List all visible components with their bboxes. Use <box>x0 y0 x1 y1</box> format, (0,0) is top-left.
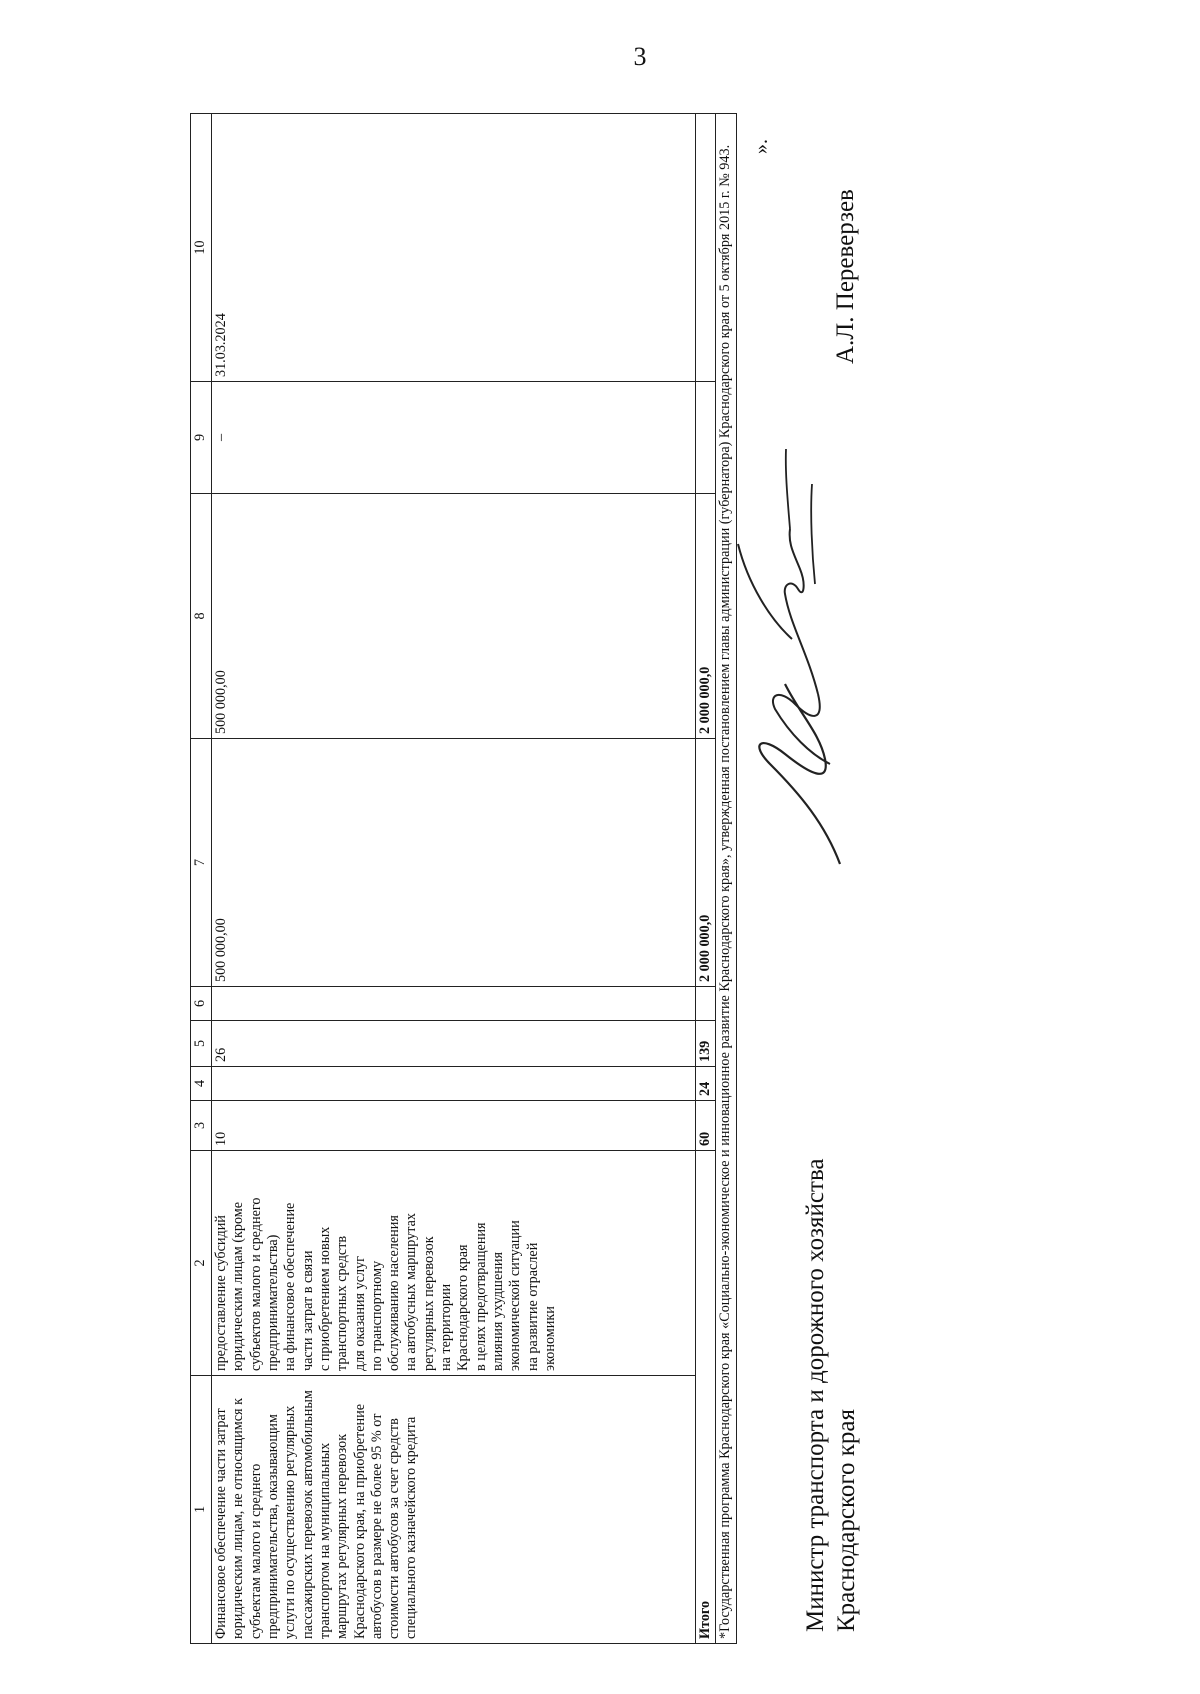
measure-name-cell: Финансовое обеспечение части затрат юридическим лицам, не относящимся к субъектам малого и среднего предпринимательства, оказывающим услуги по осуществлению регулярных пассажирских перевозок автомобильным транспортом на муниципальных маршрутах регулярных перевозок Краснодарского края, на приобретение автобусов в размере не более 95 % от стоимости автобусов за счет средств специального казначейского кредита <box>212 1376 696 1644</box>
header-cell: 1 <box>191 1376 212 1644</box>
total-label-cell: Итого <box>696 1151 716 1644</box>
subsidy-table <box>190 113 737 1644</box>
table-cell: 500 000,00 <box>212 739 696 987</box>
total-cell: 2 000 000,0 <box>696 739 716 987</box>
total-cell <box>696 987 716 1021</box>
header-cell: 4 <box>191 1067 212 1101</box>
table-cell: 31.03.2024 <box>212 114 696 382</box>
signer-name: А.Л. Переверзев <box>832 189 859 364</box>
header-cell: 5 <box>191 1021 212 1067</box>
table-row <box>212 114 696 1644</box>
rotated-landscape-content <box>190 84 910 1644</box>
header-cell: 8 <box>191 494 212 739</box>
table-wrap <box>190 114 737 1644</box>
table-cell: 26 <box>212 1021 696 1067</box>
table-cell <box>212 987 696 1021</box>
footnote-text: *Государственная программа Краснодарского края «Социально-экономическое и инновационное развитие Краснодарского края», утвержденная постановлением главы администрации (губернатора) Краснодарского края от 5 октября 2015 г. № 943. <box>717 144 734 1639</box>
total-cell: 60 <box>696 1101 716 1151</box>
closing-quote: ». <box>750 139 772 154</box>
minister-title-line: Министр транспорта и дорожного хозяйства <box>802 1158 829 1632</box>
header-cell: 9 <box>191 382 212 494</box>
total-row <box>696 114 716 1644</box>
total-cell: 139 <box>696 1021 716 1067</box>
minister-title-line: Краснодарского края <box>833 1409 861 1632</box>
page-number: 3 <box>633 42 647 71</box>
signature-image <box>730 444 860 884</box>
total-cell <box>696 114 716 382</box>
header-cell: 2 <box>191 1151 212 1376</box>
total-cell: 2 000 000,0 <box>696 494 716 739</box>
total-cell <box>696 382 716 494</box>
total-cell: 24 <box>696 1067 716 1101</box>
minister-title <box>800 1158 863 1632</box>
table-cell: 10 <box>212 1101 696 1151</box>
table-cell: – <box>212 382 696 494</box>
table-header-row <box>191 114 212 1644</box>
header-cell: 7 <box>191 739 212 987</box>
measure-description-cell: предоставление субсидий юридическим лицам (кроме субъектов малого и среднего предпринимательства) на финансовое обеспечение части затрат в связи с приобретением новых транспортных средств для оказания услуг по транспортному обслуживанию населения на автобусных маршрутах регулярных перевозок на территории Краснодарского края в целях предотвращения влияния ухудшения экономической ситуации на развитие отраслей экономики <box>212 1151 696 1376</box>
header-cell: 6 <box>191 987 212 1021</box>
table-cell: 500 000,00 <box>212 494 696 739</box>
table-cell <box>212 1067 696 1101</box>
header-cell: 10 <box>191 114 212 382</box>
header-cell: 3 <box>191 1101 212 1151</box>
